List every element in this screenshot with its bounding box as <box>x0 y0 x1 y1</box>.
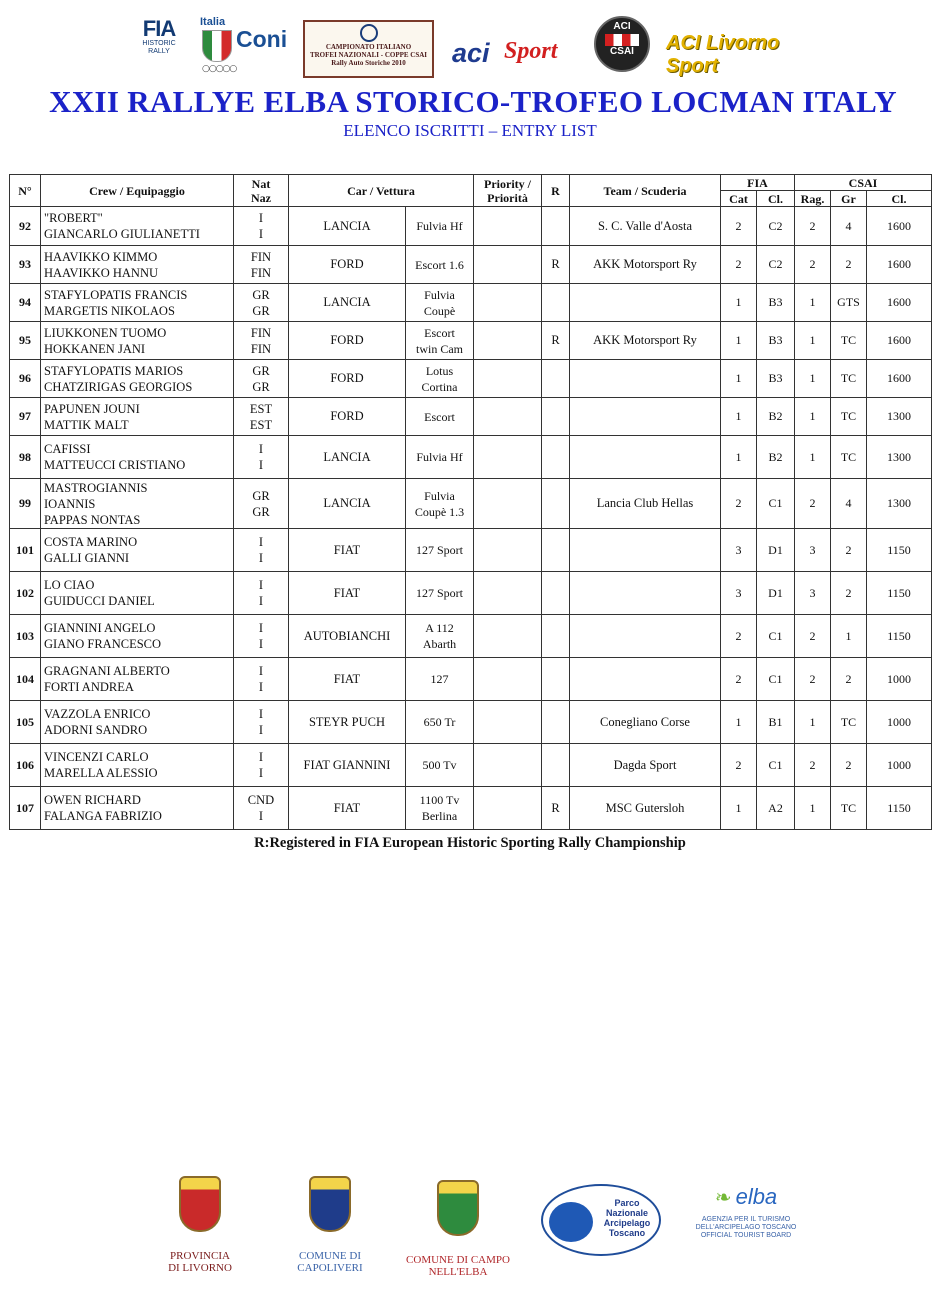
header-logos <box>0 14 946 82</box>
entry-number: 94 <box>10 284 41 322</box>
entry-number: 104 <box>10 658 41 701</box>
header-r: R <box>542 175 570 207</box>
car-make: LANCIA <box>289 479 406 529</box>
csai-gr: TC <box>831 360 867 398</box>
table-row <box>10 572 932 615</box>
priority <box>474 398 542 436</box>
table-row <box>10 436 932 479</box>
team-name: AKK Motorsport Ry <box>570 322 721 360</box>
fia-class: C2 <box>757 246 795 284</box>
csai-rag: 2 <box>795 246 831 284</box>
header-csai: CSAI <box>795 175 932 191</box>
team-name <box>570 658 721 701</box>
csai-class: 1300 <box>867 479 932 529</box>
team-name <box>570 529 721 572</box>
priority <box>474 479 542 529</box>
team-name: AKK Motorsport Ry <box>570 246 721 284</box>
entry-number: 103 <box>10 615 41 658</box>
entry-number: 96 <box>10 360 41 398</box>
priority <box>474 207 542 246</box>
team-name <box>570 360 721 398</box>
aci-sport-logo <box>452 36 568 70</box>
registered-flag <box>542 529 570 572</box>
provincia-livorno-logo <box>160 1176 240 1274</box>
fia-cat: 2 <box>721 246 757 284</box>
car-make: LANCIA <box>289 284 406 322</box>
nationality: I I <box>234 658 289 701</box>
fia-class: B3 <box>757 284 795 322</box>
campionato-italiano-logo <box>303 20 434 78</box>
fia-cat: 1 <box>721 701 757 744</box>
coni-word: Coni <box>236 26 288 52</box>
entry-list-table <box>9 174 932 830</box>
crew-names: GRAGNANI ALBERTO FORTI ANDREA <box>41 658 234 701</box>
elba-caption: AGENZIA PER IL TURISMO DELL'ARCIPELAGO TOSCANO OFFICIAL TOURIST BOARD <box>695 1216 797 1239</box>
fia-class: B2 <box>757 436 795 479</box>
table-row <box>10 615 932 658</box>
table-row <box>10 787 932 830</box>
fia-cat: 3 <box>721 529 757 572</box>
fia-cat: 1 <box>721 284 757 322</box>
car-model: Fulvia Hf <box>406 207 474 246</box>
car-make: FORD <box>289 398 406 436</box>
crew-names: VAZZOLA ENRICO ADORNI SANDRO <box>41 701 234 744</box>
aci-livorno-sport-logo: ACI Livorno Sport <box>666 32 780 77</box>
nationality: I I <box>234 207 289 246</box>
csai-rag: 1 <box>795 701 831 744</box>
aci-csai-bottom: CSAI <box>610 46 634 57</box>
registered-flag <box>542 479 570 529</box>
page-title: XXII RALLYE ELBA STORICO-TROFEO LOCMAN ITALY <box>49 84 897 119</box>
fia-historic-rally-logo <box>134 18 184 82</box>
csai-class: 1000 <box>867 701 932 744</box>
fia-cat: 1 <box>721 398 757 436</box>
csai-class: 1300 <box>867 398 932 436</box>
entry-number: 105 <box>10 701 41 744</box>
nationality: I I <box>234 436 289 479</box>
crew-names: STAFYLOPATIS MARIOS CHATZIRIGAS GEORGIOS <box>41 360 234 398</box>
campionato-line-3: Rally Auto Storiche 2010 <box>331 59 406 67</box>
priority <box>474 744 542 787</box>
priority <box>474 436 542 479</box>
car-model: 127 <box>406 658 474 701</box>
entry-number: 102 <box>10 572 41 615</box>
car-model: A 112 Abarth <box>406 615 474 658</box>
crew-names: COSTA MARINO GALLI GIANNI <box>41 529 234 572</box>
table-row <box>10 207 932 246</box>
team-name <box>570 615 721 658</box>
csai-gr: 2 <box>831 572 867 615</box>
entry-number: 101 <box>10 529 41 572</box>
olympic-rings-icon: ○○○○○ <box>202 64 237 74</box>
fia-cat: 3 <box>721 572 757 615</box>
crew-names: OWEN RICHARD FALANGA FABRIZIO <box>41 787 234 830</box>
aci-emblem-icon <box>360 24 378 42</box>
italian-shield-icon <box>202 30 232 62</box>
table-row <box>10 322 932 360</box>
registered-flag <box>542 615 570 658</box>
fia-class: A2 <box>757 787 795 830</box>
campo-nell-elba-logo <box>398 1180 518 1278</box>
priority <box>474 658 542 701</box>
registered-flag <box>542 744 570 787</box>
csai-gr: TC <box>831 322 867 360</box>
car-model: Escort twin Cam <box>406 322 474 360</box>
fia-class: D1 <box>757 572 795 615</box>
nationality: I I <box>234 615 289 658</box>
csai-rag: 2 <box>795 479 831 529</box>
priority <box>474 529 542 572</box>
header-team: Team / Scuderia <box>570 175 721 207</box>
elba-word: elba <box>735 1184 778 1209</box>
registered-flag <box>542 398 570 436</box>
crew-names: PAPUNEN JOUNI MATTIK MALT <box>41 398 234 436</box>
header-fia-cl: Cl. <box>757 191 795 207</box>
fia-cat: 1 <box>721 322 757 360</box>
wave-icon <box>549 1202 593 1242</box>
registered-flag <box>542 701 570 744</box>
header-fia-cat: Cat <box>721 191 757 207</box>
crew-names: CAFISSI MATTEUCCI CRISTIANO <box>41 436 234 479</box>
csai-rag: 2 <box>795 658 831 701</box>
entry-number: 95 <box>10 322 41 360</box>
car-make: STEYR PUCH <box>289 701 406 744</box>
csai-rag: 1 <box>795 284 831 322</box>
table-row <box>10 246 932 284</box>
table-row <box>10 398 932 436</box>
fia-class: D1 <box>757 529 795 572</box>
csai-gr: 4 <box>831 479 867 529</box>
csai-gr: TC <box>831 436 867 479</box>
csai-class: 1000 <box>867 744 932 787</box>
registered-flag <box>542 572 570 615</box>
car-make: AUTOBIANCHI <box>289 615 406 658</box>
coni-logo <box>200 16 292 80</box>
capoliveri-crest-icon <box>309 1176 351 1232</box>
header-priority: Priority / Priorità <box>474 175 542 207</box>
nationality: I I <box>234 744 289 787</box>
car-model: Fulvia Coupè 1.3 <box>406 479 474 529</box>
parco-caption: Parco Nazionale Arcipelago Toscano <box>603 1198 651 1238</box>
crew-names: GIANNINI ANGELO GIANO FRANCESCO <box>41 615 234 658</box>
fia-class: B3 <box>757 322 795 360</box>
footer-logos <box>0 1170 946 1290</box>
car-make: FIAT GIANNINI <box>289 744 406 787</box>
aci-sport-aci: aci <box>452 38 490 68</box>
crew-names: LO CIAO GUIDUCCI DANIEL <box>41 572 234 615</box>
car-make: FIAT <box>289 658 406 701</box>
table-row <box>10 658 932 701</box>
fia-cat: 2 <box>721 744 757 787</box>
fia-cat: 1 <box>721 787 757 830</box>
car-model: 127 Sport <box>406 572 474 615</box>
header-csai-cl: Cl. <box>867 191 932 207</box>
car-model: 1100 Tv Berlina <box>406 787 474 830</box>
csai-gr: 1 <box>831 615 867 658</box>
crew-names: HAAVIKKO KIMMO HAAVIKKO HANNU <box>41 246 234 284</box>
crew-names: STAFYLOPATIS FRANCIS MARGETIS NIKOLAOS <box>41 284 234 322</box>
crew-names: MASTROGIANNIS IOANNIS PAPPAS NONTAS <box>41 479 234 529</box>
csai-rag: 3 <box>795 572 831 615</box>
priority <box>474 787 542 830</box>
csai-rag: 1 <box>795 360 831 398</box>
elba-tourism-logo <box>686 1184 806 1264</box>
registered-flag: R <box>542 787 570 830</box>
fia-logo-subtext: HISTORIC RALLY <box>142 40 176 55</box>
car-make: FIAT <box>289 529 406 572</box>
crew-names: "ROBERT" GIANCARLO GIULIANETTI <box>41 207 234 246</box>
csai-rag: 2 <box>795 615 831 658</box>
priority <box>474 360 542 398</box>
nationality: GR GR <box>234 360 289 398</box>
team-name <box>570 398 721 436</box>
table-row <box>10 284 932 322</box>
registered-flag: R <box>542 246 570 284</box>
campionato-line-2: TROFEI NAZIONALI - COPPE CSAI <box>309 51 428 59</box>
registered-flag <box>542 436 570 479</box>
priority <box>474 615 542 658</box>
table-row <box>10 744 932 787</box>
fia-cat: 2 <box>721 479 757 529</box>
car-make: FIAT <box>289 787 406 830</box>
team-name <box>570 572 721 615</box>
nationality: GR GR <box>234 479 289 529</box>
nationality: I I <box>234 701 289 744</box>
table-row <box>10 529 932 572</box>
nationality: FIN FIN <box>234 246 289 284</box>
aci-csai-logo <box>594 16 650 72</box>
registered-flag <box>542 207 570 246</box>
csai-gr: TC <box>831 398 867 436</box>
checkered-flag-icon <box>605 34 639 46</box>
registered-flag <box>542 360 570 398</box>
fia-cat: 2 <box>721 207 757 246</box>
crew-names: LIUKKONEN TUOMO HOKKANEN JANI <box>41 322 234 360</box>
registered-flag <box>542 658 570 701</box>
car-model: Fulvia Hf <box>406 436 474 479</box>
coni-italia-text: Italia <box>200 16 226 28</box>
car-make: LANCIA <box>289 207 406 246</box>
csai-class: 1600 <box>867 246 932 284</box>
provincia-crest-icon <box>179 1176 221 1232</box>
csai-class: 1600 <box>867 284 932 322</box>
priority <box>474 284 542 322</box>
csai-gr: GTS <box>831 284 867 322</box>
car-model: Escort <box>406 398 474 436</box>
aci-csai-top: ACI <box>613 21 631 32</box>
csai-rag: 1 <box>795 322 831 360</box>
fia-class: C1 <box>757 479 795 529</box>
parco-arcipelago-logo <box>541 1184 661 1256</box>
fia-class: C2 <box>757 207 795 246</box>
entry-number: 97 <box>10 398 41 436</box>
fia-class: C1 <box>757 615 795 658</box>
csai-rag: 1 <box>795 787 831 830</box>
nationality: I I <box>234 529 289 572</box>
priority <box>474 701 542 744</box>
csai-class: 1150 <box>867 787 932 830</box>
header-nat: Nat Naz <box>234 175 289 207</box>
car-model: 127 Sport <box>406 529 474 572</box>
table-row <box>10 701 932 744</box>
csai-gr: TC <box>831 787 867 830</box>
page-subtitle: ELENCO ISCRITTI – ENTRY LIST <box>343 121 597 140</box>
csai-gr: 4 <box>831 207 867 246</box>
nationality: GR GR <box>234 284 289 322</box>
car-model: Lotus Cortina <box>406 360 474 398</box>
nationality: EST EST <box>234 398 289 436</box>
csai-gr: TC <box>831 701 867 744</box>
entry-number: 92 <box>10 207 41 246</box>
csai-class: 1150 <box>867 572 932 615</box>
csai-rag: 1 <box>795 398 831 436</box>
nationality: FIN FIN <box>234 322 289 360</box>
fia-class: C1 <box>757 744 795 787</box>
csai-class: 1150 <box>867 529 932 572</box>
header-no: N° <box>10 175 41 207</box>
csai-gr: 2 <box>831 658 867 701</box>
campo-caption: COMUNE DI CAMPO NELL'ELBA <box>406 1254 510 1278</box>
entry-number: 107 <box>10 787 41 830</box>
entry-number: 93 <box>10 246 41 284</box>
registered-flag <box>542 284 570 322</box>
car-model: 500 Tv <box>406 744 474 787</box>
fia-cat: 1 <box>721 436 757 479</box>
crew-names: VINCENZI CARLO MARELLA ALESSIO <box>41 744 234 787</box>
provincia-caption: PROVINCIA DI LIVORNO <box>168 1250 232 1274</box>
table-row <box>10 479 932 529</box>
fia-class: B1 <box>757 701 795 744</box>
header-csai-gr: Gr <box>831 191 867 207</box>
header-car: Car / Vettura <box>289 175 474 207</box>
csai-rag: 3 <box>795 529 831 572</box>
fia-class: B2 <box>757 398 795 436</box>
fia-class: B3 <box>757 360 795 398</box>
registered-flag: R <box>542 322 570 360</box>
csai-rag: 2 <box>795 207 831 246</box>
campionato-line-1: CAMPIONATO ITALIANO <box>325 43 412 51</box>
team-name: Dagda Sport <box>570 744 721 787</box>
csai-rag: 2 <box>795 744 831 787</box>
team-name: MSC Gutersloh <box>570 787 721 830</box>
capoliveri-logo <box>290 1176 370 1274</box>
entry-number: 99 <box>10 479 41 529</box>
team-name: Conegliano Corse <box>570 701 721 744</box>
car-model: Escort 1.6 <box>406 246 474 284</box>
aci-sport-sport: Sport <box>504 38 558 64</box>
car-model: 650 Tr <box>406 701 474 744</box>
car-model: Fulvia Coupè <box>406 284 474 322</box>
car-make: LANCIA <box>289 436 406 479</box>
csai-class: 1600 <box>867 322 932 360</box>
footnote: R:Registered in FIA European Historic Sporting Rally Championship <box>254 835 686 851</box>
car-make: FIAT <box>289 572 406 615</box>
team-name <box>570 436 721 479</box>
team-name <box>570 284 721 322</box>
csai-gr: 2 <box>831 529 867 572</box>
team-name: S. C. Valle d'Aosta <box>570 207 721 246</box>
priority <box>474 572 542 615</box>
car-make: FORD <box>289 360 406 398</box>
csai-class: 1150 <box>867 615 932 658</box>
csai-gr: 2 <box>831 744 867 787</box>
csai-class: 1300 <box>867 436 932 479</box>
nationality: CND I <box>234 787 289 830</box>
campo-crest-icon <box>437 1180 479 1236</box>
nationality: I I <box>234 572 289 615</box>
csai-rag: 1 <box>795 436 831 479</box>
fia-cat: 1 <box>721 360 757 398</box>
priority <box>474 246 542 284</box>
entry-number: 106 <box>10 744 41 787</box>
fia-class: C1 <box>757 658 795 701</box>
fia-cat: 2 <box>721 658 757 701</box>
team-name: Lancia Club Hellas <box>570 479 721 529</box>
entry-number: 98 <box>10 436 41 479</box>
csai-class: 1600 <box>867 207 932 246</box>
fia-cat: 2 <box>721 615 757 658</box>
fia-logo-text: FIA <box>142 16 176 41</box>
header-csai-rag: Rag. <box>795 191 831 207</box>
csai-class: 1000 <box>867 658 932 701</box>
csai-class: 1600 <box>867 360 932 398</box>
table-row <box>10 360 932 398</box>
header-crew: Crew / Equipaggio <box>41 175 234 207</box>
leaf-icon: ❧ <box>714 1187 732 1209</box>
header-fia: FIA <box>721 175 795 191</box>
car-make: FORD <box>289 246 406 284</box>
priority <box>474 322 542 360</box>
car-make: FORD <box>289 322 406 360</box>
csai-gr: 2 <box>831 246 867 284</box>
capoliveri-caption: COMUNE DI CAPOLIVERI <box>297 1250 363 1274</box>
